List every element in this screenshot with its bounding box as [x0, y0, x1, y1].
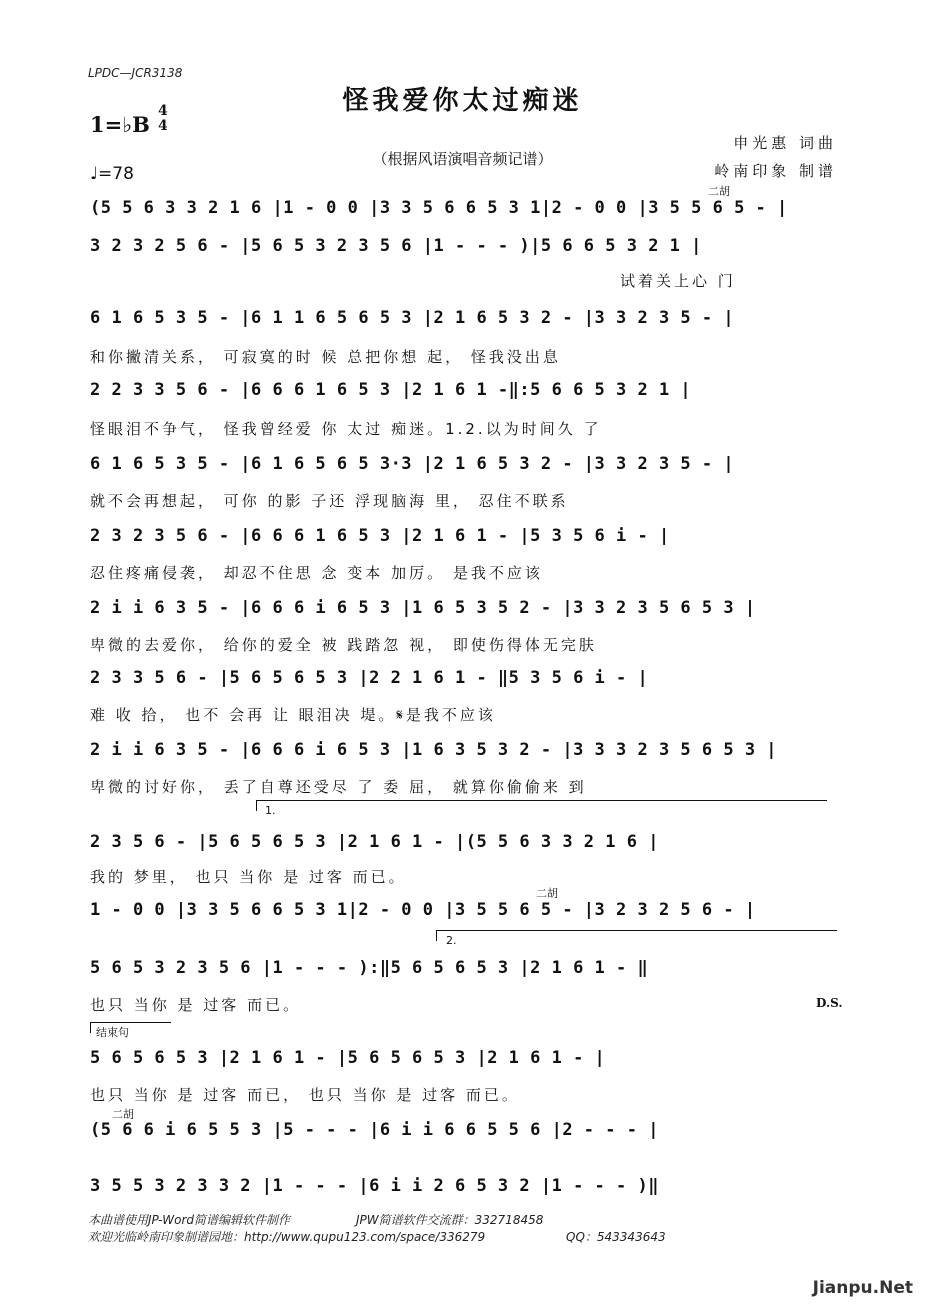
- lyric-row-8: 难 收 拾， 也不 会再 让 眼泪决 堤。𝄋是我不应该: [90, 706, 496, 724]
- volta-2-label: 2.: [446, 934, 457, 947]
- footer-software: 本曲谱使用JP-Word简谱编辑软件制作: [88, 1213, 290, 1227]
- source-note: （根据风语演唱音频记谱）: [372, 150, 553, 168]
- key-signature: 1=♭B: [90, 112, 150, 137]
- score-code: LPDC—JCR3138: [88, 66, 183, 80]
- tempo-mark: ♩=78: [90, 164, 134, 184]
- page-title: 怪我爱你太过痴迷: [342, 86, 583, 116]
- volta-1-bracket: [256, 800, 827, 811]
- ds-mark: D.S.: [816, 996, 843, 1010]
- meter-bottom: 4: [158, 118, 168, 134]
- footer-group: JPW简谱软件交流群：332718458: [356, 1213, 544, 1227]
- lyric-row-2: 试着关上心 门: [620, 272, 736, 290]
- lyric-row-3: 和你撇清关系， 可寂寞的时 候 总把你想 起， 怪我没出息: [90, 348, 561, 366]
- lyricist-composer: 申光惠 词曲: [733, 134, 837, 152]
- erhu-mark-2: 二胡: [536, 887, 558, 900]
- score-row-5: 6 1 6 5 3 5 - |6 1 6 5 6 5 3·3 |2 1 6 5 3 2 - |3 3 2 3 5 - |: [90, 454, 735, 474]
- score-row-7: 2 i i 6 3 5 - |6 6 6 i 6 5 3 |1 6 5 3 5 2 - |3 3 2 3 5 6 5 3 |: [90, 598, 756, 618]
- ending-label: 结束句: [96, 1026, 129, 1039]
- lyric-row-10: 我的 梦里， 也只 当你 是 过客 而已。: [90, 868, 407, 886]
- score-row-11: 1 - 0 0 |3 3 5 6 6 5 3 1|2 - 0 0 |3 5 5 6 5 - |3 2 3 2 5 6 - |: [90, 900, 756, 920]
- score-row-2: 3 2 3 2 5 6 - |5 6 5 3 2 3 5 6 |1 - - - )|5 6 6 5 3 2 1 |: [90, 236, 702, 256]
- erhu-mark: 二胡: [708, 185, 730, 198]
- score-row-14: (5 6 6 i 6 5 5 3 |5 - - - |6 i i 6 6 5 5 6 |2 - - - |: [90, 1120, 659, 1140]
- arranger: 岭南印象 制谱: [714, 162, 837, 180]
- volta-1-label: 1.: [265, 804, 276, 817]
- lyric-row-13: 也只 当你 是 过客 而已， 也只 当你 是 过客 而已。: [90, 1086, 520, 1104]
- score-row-3: 6 1 6 5 3 5 - |6 1 1 6 5 6 5 3 |2 1 6 5 3 2 - |3 3 2 3 5 - |: [90, 308, 735, 328]
- volta-2-bracket: [436, 930, 837, 941]
- lyric-row-5: 就不会再想起， 可你 的影 子还 浮现脑海 里， 忍住不联系: [90, 492, 569, 510]
- lyric-row-9: 卑微的讨好你， 丢了自尊还受尽 了 委 屈， 就算你偷偷来 到: [90, 778, 587, 796]
- footer-qq: QQ：543343643: [566, 1230, 666, 1244]
- score-row-1: (5 5 6 3 3 2 1 6 |1 - 0 0 |3 3 5 6 6 5 3 1|2 - 0 0 |3 5 5 6 5 - |: [90, 198, 788, 218]
- score-row-10: 2 3 5 6 - |5 6 5 6 5 3 |2 1 6 1 - |(5 5 6 3 3 2 1 6 |: [90, 832, 659, 852]
- score-row-4: 2 2 3 3 5 6 - |6 6 6 1 6 5 3 |2 1 6 1 -‖:5 6 6 5 3 2 1 |: [90, 380, 692, 400]
- lyric-row-4: 怪眼泪不争气， 怪我曾经爱 你 太过 痴迷。1.2.以为时间久 了: [90, 420, 602, 438]
- score-row-15: 3 5 5 3 2 3 3 2 |1 - - - |6 i i 2 6 5 3 2 |1 - - - )‖: [90, 1176, 659, 1196]
- score-row-13: 5 6 5 6 5 3 |2 1 6 1 - |5 6 5 6 5 3 |2 1 6 1 - |: [90, 1048, 606, 1068]
- score-row-6: 2 3 2 3 5 6 - |6 6 6 1 6 5 3 |2 1 6 1 - |5 3 5 6 i - |: [90, 526, 670, 546]
- time-signature: [158, 104, 168, 134]
- lyric-row-6: 忍住疼痛侵袭， 却忍不住思 念 变本 加厉。 是我不应该: [90, 564, 543, 582]
- meter-top: 4: [158, 103, 168, 119]
- lyric-row-7: 卑微的去爱你， 给你的爱全 被 践踏忽 视， 即使伤得体无完肤: [90, 636, 597, 654]
- watermark: Jianpu.Net: [812, 1278, 913, 1298]
- score-row-8: 2 3 3 5 6 - |5 6 5 6 5 3 |2 2 1 6 1 - ‖5 3 5 6 i - |: [90, 668, 649, 688]
- score-row-12: 5 6 5 3 2 3 5 6 |1 - - - ):‖5 6 5 6 5 3 |2 1 6 1 - ‖: [90, 958, 649, 978]
- lyric-row-12: 也只 当你 是 过客 而已。: [90, 996, 302, 1014]
- footer-website: 欢迎光临岭南印象制谱园地：http://www.qupu123.com/space/336279: [88, 1230, 486, 1244]
- score-row-9: 2 i i 6 3 5 - |6 6 6 i 6 5 3 |1 6 3 5 3 2 - |3 3 3 2 3 5 6 5 3 |: [90, 740, 778, 760]
- erhu-mark-3: 二胡: [112, 1108, 134, 1121]
